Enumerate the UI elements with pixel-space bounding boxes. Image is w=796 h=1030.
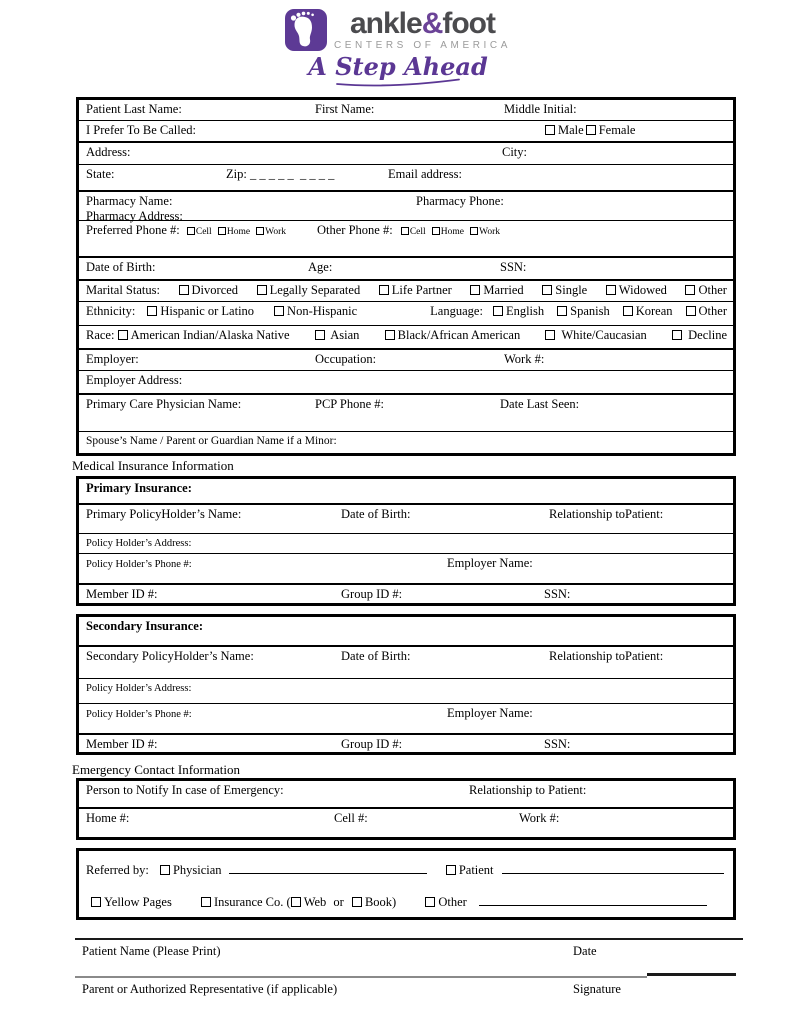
pcp-name-label: Primary Care Physician Name: [86,397,242,411]
preferred-cell-label: Cell [195,227,212,237]
secondary-insurance-title-row [79,617,733,645]
date-last-seen-label: Date Last Seen: [500,397,580,411]
checkbox-decline[interactable] [672,330,682,340]
language-option-korean: Korean [623,304,673,325]
primary-holder-address-row [79,533,733,553]
marital-option-divorced: Divorced [179,283,239,298]
race-label: Race: [86,328,115,342]
checkbox-life-partner[interactable] [379,285,389,295]
checkbox-widowed[interactable] [606,285,616,295]
primary-insurance-title: Primary Insurance: [86,481,192,495]
brand-subtitle: CENTERS OF AMERICA [333,40,512,51]
marital-option-widowed: Widowed [606,283,667,298]
checkbox-married[interactable] [470,285,480,295]
checkbox-english[interactable] [493,306,503,316]
checkbox-insurance-co[interactable] [201,897,211,907]
emergency-cell-label: Cell #: [334,811,368,825]
secondary-insurance-title: Secondary Insurance: [86,619,204,633]
pharmacy-address-label: Pharmacy Address: [86,209,183,223]
checkbox-preferred-work[interactable] [256,227,264,235]
primary-insurance-title-row [79,479,733,503]
signature-sig-label: Signature [573,982,621,996]
pcp-row [79,393,733,431]
referred-patient-label: Patient [458,863,494,877]
employer-label: Employer: [86,352,139,366]
emergency-person-label: Person to Notify In case of Emergency: [86,783,284,797]
primary-relationship-label: Relationship toPatient: [549,507,664,521]
dob-row [79,256,733,279]
language-option-english: English [493,304,544,325]
secondary-holder-phone-label: Policy Holder’s Phone #: [86,709,192,720]
address-row [79,141,733,164]
primary-holder-address-label: Policy Holder’s Address: [86,538,192,549]
language-option-spanish: Spanish [557,304,610,325]
checkbox-other-work[interactable] [470,227,478,235]
dob-label: Date of Birth: [86,260,156,274]
primary-holder-phone-label: Policy Holder’s Phone #: [86,559,192,570]
spouse-guardian-label: Spouse’s Name / Parent or Guardian Name if a Minor: [86,435,337,447]
brand-foot: foot [442,7,495,40]
checkbox-white[interactable] [545,330,555,340]
preferred-phone-label: Preferred Phone #: [86,223,180,237]
patient-name-signature-line[interactable] [75,938,743,940]
checkbox-non-hispanic[interactable] [274,306,284,316]
marital-option-life-partner: Life Partner [379,283,452,298]
patient-referral-blank[interactable] [502,862,724,874]
primary-holder-phone-row [79,553,733,583]
spouse-guardian-row [79,431,733,453]
race-option-black: Black/African American [385,328,521,343]
brand-ankle: ankle [349,7,422,40]
city-label: City: [502,145,528,159]
primary-member-id-label: Member ID #: [86,587,158,601]
checkbox-korean[interactable] [623,306,633,316]
checkbox-spanish[interactable] [557,306,567,316]
pcp-phone-label: PCP Phone #: [315,397,385,411]
brand-name [350,9,495,39]
checkbox-male[interactable] [545,125,555,135]
phone-preference-row [79,220,733,256]
signature-field-line[interactable] [647,973,736,976]
insurance-or-label: or [333,895,344,909]
work-number-label: Work #: [504,352,545,366]
insurance-co-label: Insurance Co. ( [213,895,291,909]
referred-other-label: Other [438,895,467,909]
brand-ampersand: & [421,7,443,40]
medical-insurance-section-title: Medical Insurance Information [72,458,234,473]
race-option-decline: Decline [672,328,727,343]
secondary-dob-label: Date of Birth: [341,649,411,663]
referred-physician-label: Physician [172,863,222,877]
race-option-asian: Asian [315,328,360,343]
pharmacy-row [79,190,733,223]
secondary-holder-name-label: Secondary PolicyHolder’s Name: [86,649,254,663]
race-option-white: White/Caucasian [545,328,646,343]
signature-date-label: Date [573,944,597,958]
other-cell-label: Cell [409,227,426,237]
last-name-label: Patient Last Name: [86,102,182,116]
checkbox-divorced[interactable] [179,285,189,295]
employer-address-row [79,370,733,393]
referral-line-2 [91,894,725,910]
language-option-other: Other [686,304,727,325]
secondary-holder-address-label: Policy Holder’s Address: [86,683,192,694]
patient-demographics-table [76,97,736,456]
secondary-member-row [79,733,733,752]
zip-blank-field[interactable]: _ _ _ _ _ _ _ _ _ [249,167,335,181]
employer-row [79,348,733,370]
age-label: Age: [308,260,333,274]
physician-referral-blank[interactable] [229,862,427,874]
checkbox-other-home[interactable] [432,227,440,235]
insurance-book-label: Book) [364,895,397,909]
female-label: Female [598,123,636,137]
checkbox-single[interactable] [542,285,552,295]
checkbox-legally-separated[interactable] [257,285,267,295]
secondary-holder-row [79,645,733,678]
prefer-called-label: I Prefer To Be Called: [86,123,196,137]
referral-table [76,848,736,920]
zip-group [226,167,334,182]
emergency-person-row [79,781,733,807]
other-work-label: Work [479,227,500,237]
checkbox-yellow-pages[interactable] [91,897,101,907]
checkbox-preferred-cell[interactable] [187,227,195,235]
logo [0,9,796,51]
preferred-name-row [79,120,733,141]
checkbox-hispanic[interactable] [147,306,157,316]
other-referral-blank[interactable] [479,894,707,906]
gender-group [545,123,635,138]
referral-line-1 [86,862,725,878]
secondary-relationship-label: Relationship toPatient: [549,649,664,663]
emergency-phones-row [79,807,733,837]
signature-patient-name-label: Patient Name (Please Print) [82,944,221,958]
checkbox-language-other[interactable] [686,306,696,316]
secondary-employer-name-label: Employer Name: [447,706,533,720]
ethnicity-label: Ethnicity: [86,304,136,318]
checkbox-insurance-web[interactable] [291,897,301,907]
marital-status-row [79,279,733,301]
secondary-insurance-table [76,614,736,755]
state-label: State: [86,167,115,181]
male-label: Male [558,123,584,137]
checkbox-insurance-book[interactable] [352,897,362,907]
primary-employer-name-label: Employer Name: [447,556,533,570]
checkbox-american-indian[interactable] [118,330,128,340]
parent-representative-line[interactable] [75,976,647,978]
email-label: Email address: [388,167,462,181]
secondary-holder-address-row [79,678,733,703]
secondary-holder-phone-row [79,703,733,733]
first-name-label: First Name: [315,102,375,116]
emergency-contact-table [76,778,736,840]
yellow-pages-label: Yellow Pages [104,895,172,909]
primary-holder-name-label: Primary PolicyHolder’s Name: [86,507,242,521]
ssn-label: SSN: [500,260,527,274]
referred-by-label: Referred by: [86,863,149,877]
marital-option-married: Married [470,283,523,298]
checkbox-marital-other[interactable] [685,285,695,295]
emergency-relationship-label: Relationship to Patient: [469,783,587,797]
marital-status-label: Marital Status: [86,283,160,297]
zip-label: Zip: [226,167,247,181]
tagline-wrap [0,54,796,87]
marital-option-single: Single [542,283,587,298]
ethnicity-option-hispanic: Hispanic or Latino [147,304,254,325]
pharmacy-phone-label: Pharmacy Phone: [416,194,504,208]
primary-group-id-label: Group ID #: [341,587,403,601]
primary-member-row [79,583,733,603]
other-phone-group [317,223,500,240]
secondary-group-id-label: Group ID #: [341,737,403,751]
pharmacy-name-label: Pharmacy Name: [86,194,173,208]
ethnicity-language-row [79,301,733,325]
preferred-work-label: Work [265,227,287,237]
checkbox-black[interactable] [385,330,395,340]
address-label: Address: [86,145,131,159]
marital-option-legally-separated: Legally Separated [257,283,361,298]
primary-insurance-table [76,476,736,606]
secondary-ssn-label: SSN: [544,737,571,751]
emergency-work-label: Work #: [519,811,560,825]
state-zip-row [79,164,733,190]
insurance-web-label: Web [303,895,327,909]
signature-parent-label: Parent or Authorized Representative (if applicable) [82,982,338,996]
checkbox-female[interactable] [586,125,596,135]
preferred-home-label: Home [226,227,251,237]
occupation-label: Occupation: [315,352,377,366]
race-group-native: Race: American Indian/Alaska Native [86,328,290,342]
checkbox-referred-physician[interactable] [160,865,170,875]
race-row [79,325,733,348]
checkbox-preferred-home[interactable] [218,227,226,235]
name-row [79,100,733,120]
primary-dob-label: Date of Birth: [341,507,411,521]
middle-initial-label: Middle Initial: [504,102,577,116]
emergency-home-label: Home #: [86,811,130,825]
language-label: Language: [430,304,483,318]
emergency-contact-section-title: Emergency Contact Information [72,762,240,777]
other-home-label: Home [440,227,464,237]
tagline: A Step Ahead [308,52,488,81]
brand-text [334,9,511,51]
marital-option-other: Other [685,283,726,298]
footprint-icon [285,9,327,51]
employer-address-label: Employer Address: [86,373,183,387]
primary-ssn-label: SSN: [544,587,571,601]
other-phone-label: Other Phone #: [317,223,393,237]
ethnicity-option-non-hispanic: Non-Hispanic [274,304,357,325]
checkbox-referred-patient[interactable] [446,865,456,875]
checkbox-referred-other[interactable] [425,897,435,907]
checkbox-asian[interactable] [315,330,325,340]
checkbox-other-cell[interactable] [401,227,409,235]
secondary-member-id-label: Member ID #: [86,737,158,751]
primary-holder-row [79,503,733,533]
